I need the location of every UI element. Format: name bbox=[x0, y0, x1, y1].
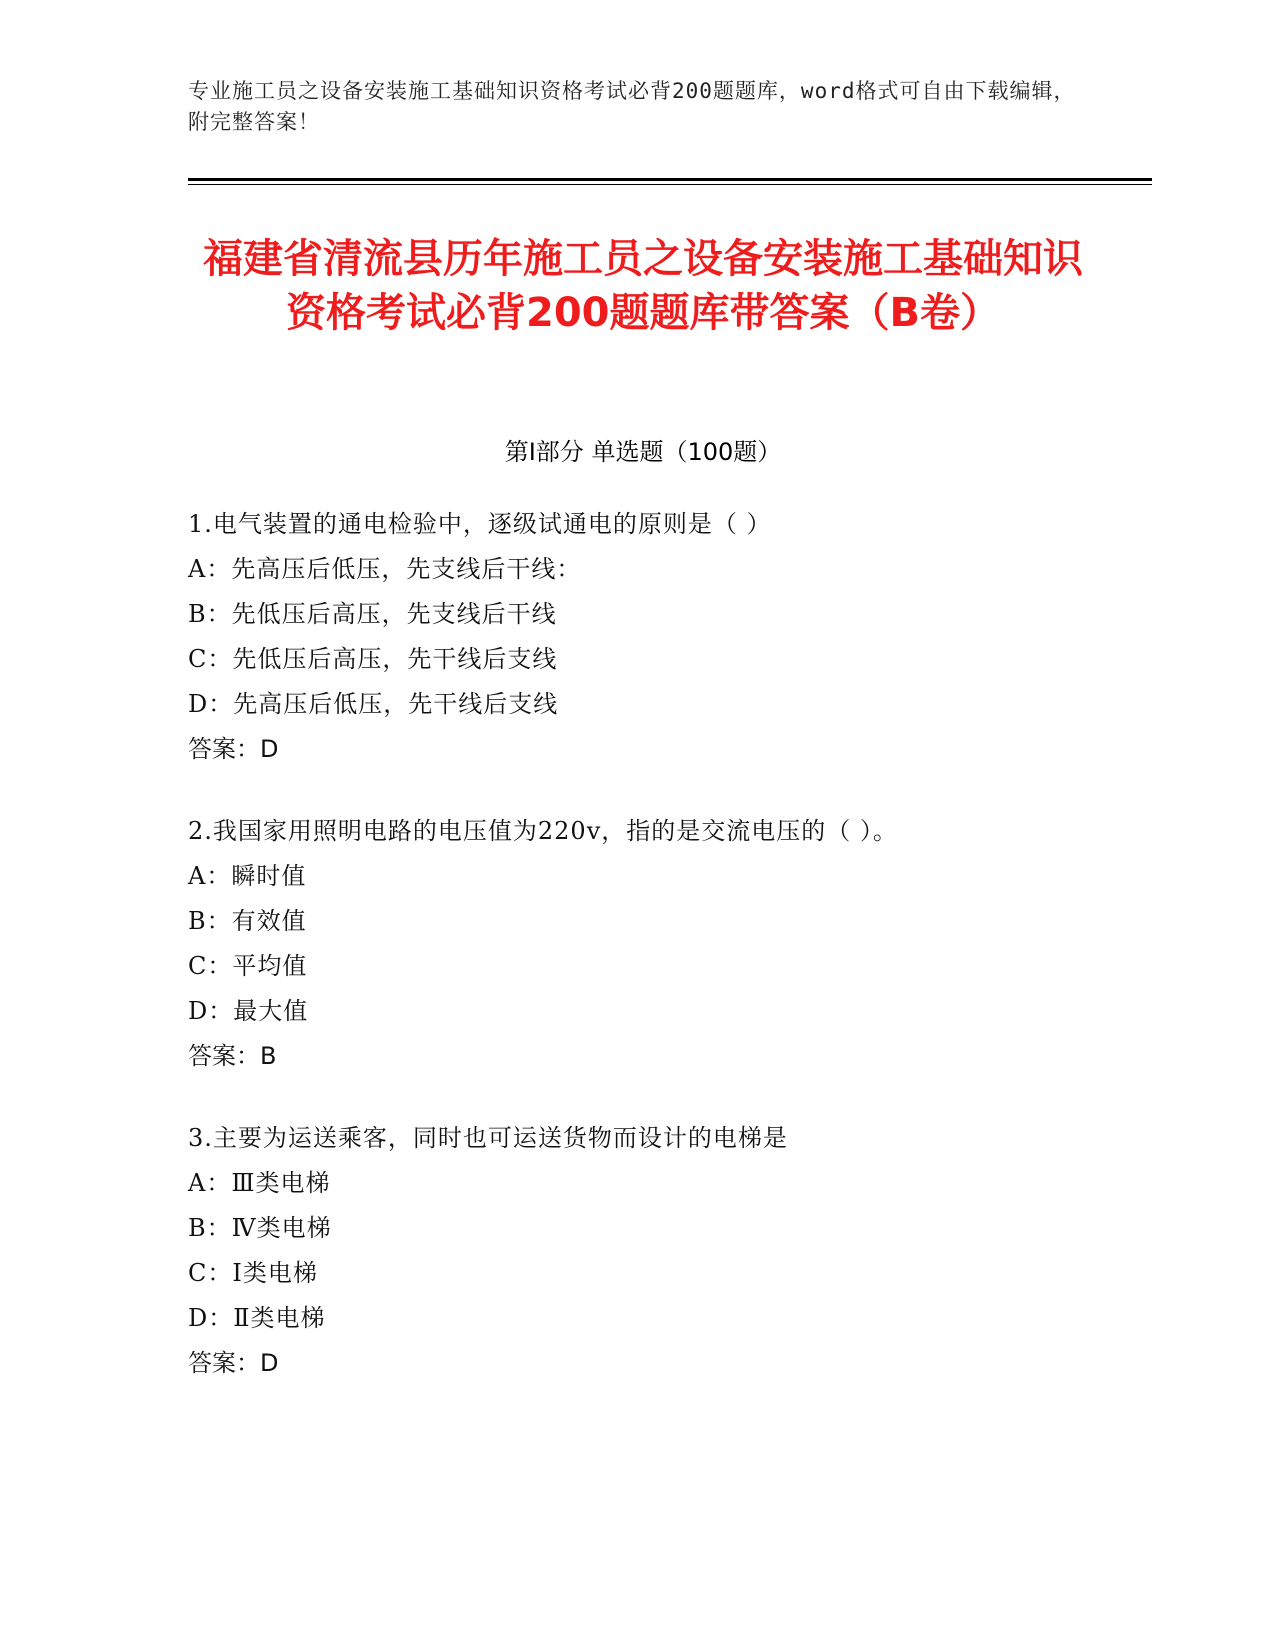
question-3 bbox=[188, 1116, 1118, 1386]
option-b: B：有效值 bbox=[188, 907, 307, 935]
section-title: 第Ⅰ部分 单选题（100题） bbox=[504, 438, 782, 466]
option-d: D：最大值 bbox=[188, 997, 309, 1025]
answer-text: 答案：B bbox=[188, 1042, 277, 1070]
option-a: A：先高压后低压，先支线后干线： bbox=[188, 555, 582, 583]
option-d: D：先高压后低压，先干线后支线 bbox=[188, 690, 559, 718]
option-b: B：Ⅳ类电梯 bbox=[188, 1214, 332, 1242]
intro-text: 专业施工员之设备安装施工基础知识资格考试必背200题题库，word格式可自由下载编辑，附完整答案！ bbox=[188, 79, 1076, 134]
question-stem: 2.我国家用照明电路的电压值为220v，指的是交流电压的（ ）。 bbox=[188, 817, 898, 845]
question-stem: 3.主要为运送乘客，同时也可运送货物而设计的电梯是 bbox=[188, 1124, 788, 1152]
header-divider-thin bbox=[188, 184, 1152, 185]
option-a: A：瞬时值 bbox=[188, 862, 307, 890]
header-divider-thick bbox=[188, 178, 1152, 181]
option-d: D：Ⅱ类电梯 bbox=[188, 1304, 326, 1332]
option-c: C：Ⅰ类电梯 bbox=[188, 1259, 318, 1287]
question-1 bbox=[188, 502, 1118, 772]
question-stem: 1.电气装置的通电检验中，逐级试通电的原则是（ ） bbox=[188, 510, 772, 538]
document-title: 福建省清流县历年施工员之设备安装施工基础知识资格考试必背200题题库带答案（B卷） bbox=[203, 236, 1083, 336]
option-b: B：先低压后高压，先支线后干线 bbox=[188, 600, 557, 628]
option-c: C：平均值 bbox=[188, 952, 308, 980]
question-2 bbox=[188, 809, 1118, 1079]
answer-text: 答案：D bbox=[188, 1349, 279, 1377]
option-a: A：Ⅲ类电梯 bbox=[188, 1169, 331, 1197]
option-c: C：先低压后高压，先干线后支线 bbox=[188, 645, 558, 673]
answer-text: 答案：D bbox=[188, 735, 279, 763]
